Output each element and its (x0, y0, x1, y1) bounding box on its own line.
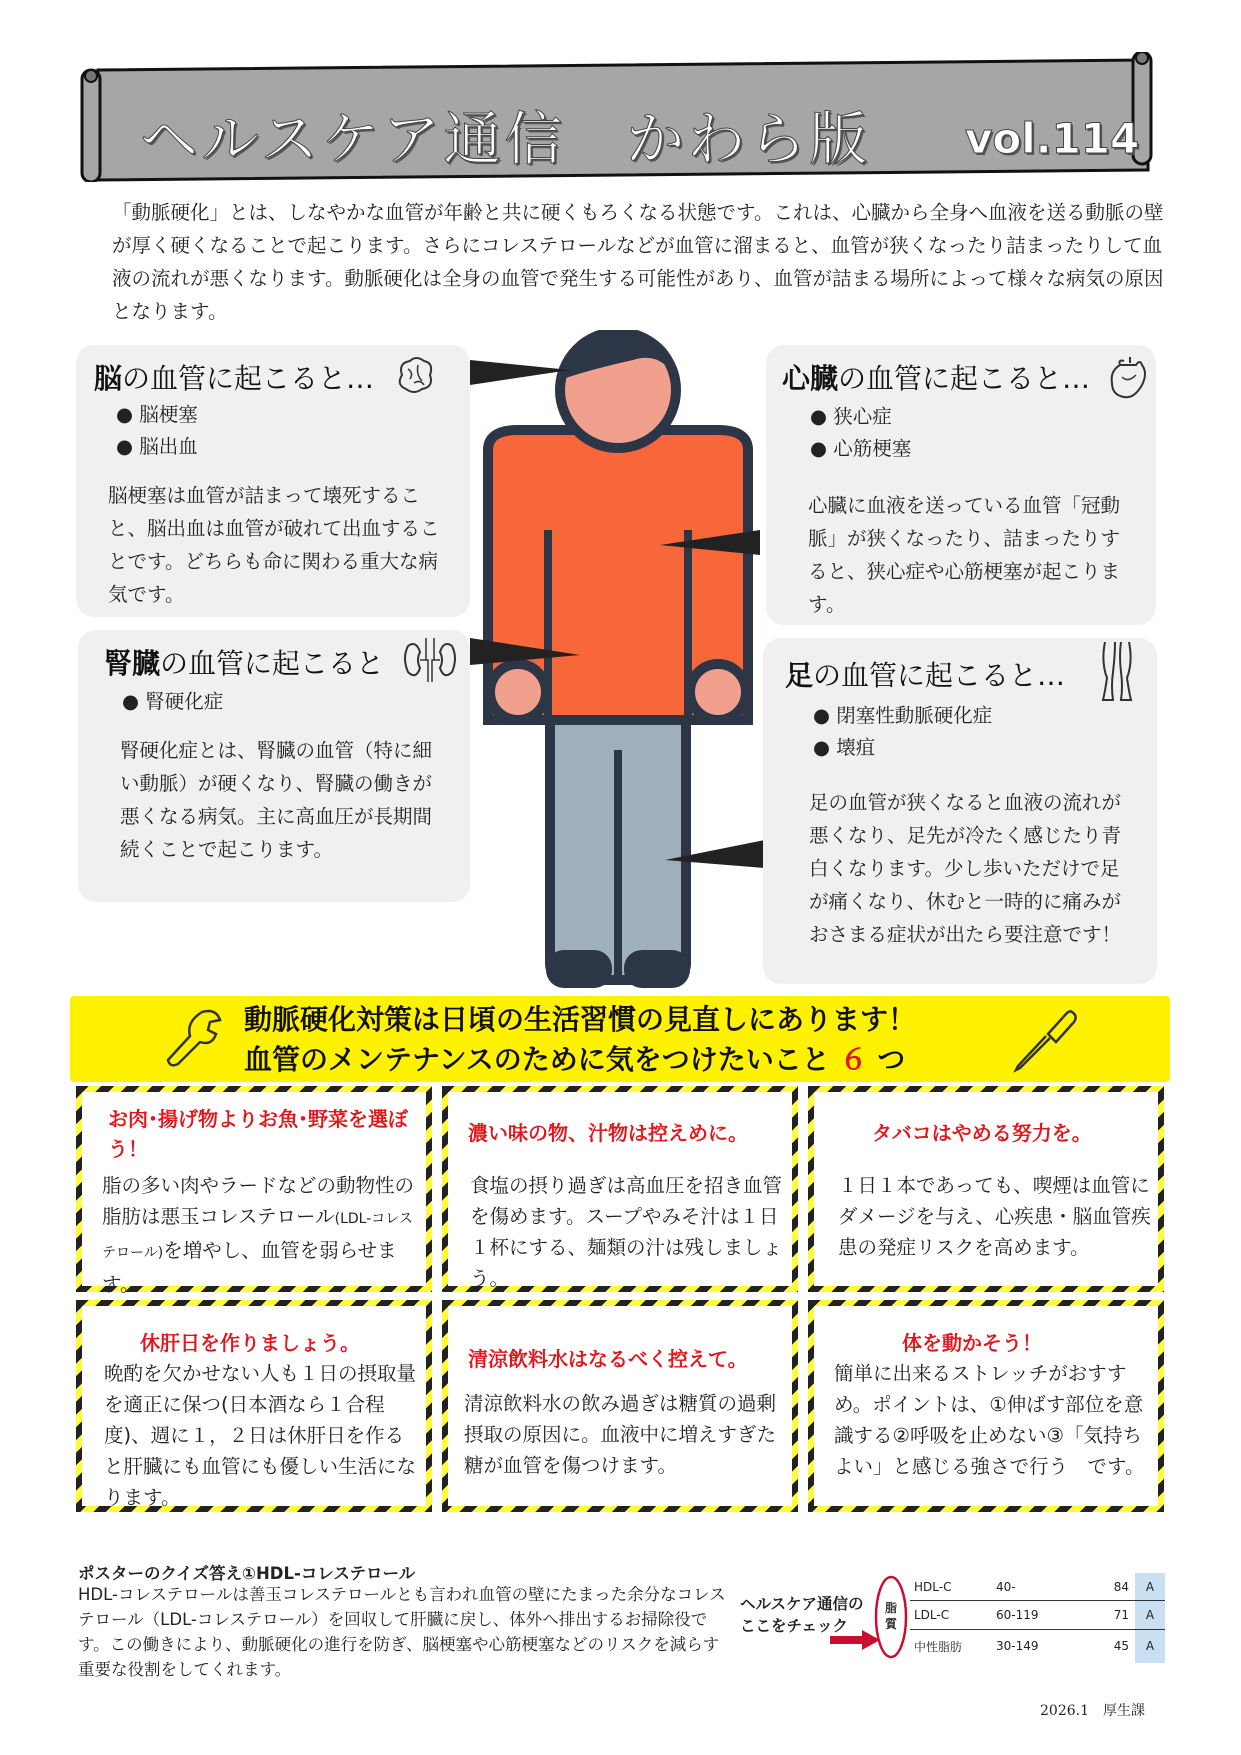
tip-2-body: 食塩の摂り過ぎは高血圧を招き血管を傷めます。スープやみそ汁は１日１杯にする、麺類の汁は残しましょう。 (470, 1174, 783, 1290)
leg-item-2: ● 壊疽 (813, 736, 876, 759)
kidney-description: 腎硬化症とは、腎臓の血管（特に細い動脈）が硬くなり、腎臓の働きが悪くなる病気。主に高血圧が長期間続くことで起こります。 (120, 739, 433, 861)
tip-card-1 (76, 1086, 432, 1296)
tip-6-body: 簡単に出来るストレッチがおすすめ。ポイントは、①伸ばす部位を意識する②呼吸を止めない③「気持ちよい」と感じる強さで行う です。 (834, 1362, 1145, 1478)
tip-3-body: １日１本であっても、喫煙は血管にダメージを与え、心疾患・脳血管疾患の発症リスクを高めます。 (838, 1174, 1151, 1259)
tip-1-title: お肉･揚げ物よりお魚･野菜を選ぼう！ (108, 1107, 408, 1161)
wrench-icon (162, 1006, 226, 1070)
tip-card-5 (442, 1300, 798, 1512)
leg-description: 足の血管が狭くなると血液の流れが悪くなり、足先が冷たく感じたり青白くなります。少し歩いただけで足が痛くなり、休むと一時的に痛みがおさまる症状が出たら要注意です！ (809, 791, 1122, 946)
brain-icon (394, 355, 436, 395)
tip-5-title: 清涼飲料水はなるべく控えて。 (468, 1347, 748, 1371)
tip-1-body: 脂の多い肉やラードなどの動物性の脂肪は悪玉コレステロール(LDL-コレステロール)を増やし、血管を弱らせます。 (102, 1174, 415, 1296)
brain-section (76, 345, 470, 617)
measures-banner (70, 996, 1170, 1082)
leg-item-1: ● 閉塞性動脈硬化症 (813, 704, 993, 727)
row-name: LDL-C (914, 1608, 950, 1623)
tip-5-body: 清涼飲料水の飲み過ぎは糖質の過剰摂取の原因に。血液中に増えすぎた糖が血管を傷つけます。 (464, 1392, 777, 1477)
tip-6-title: 体を動かそう！ (902, 1331, 1042, 1355)
legs-icon (1099, 642, 1135, 704)
tip-2-title: 濃い味の物、汁物は控えめに。 (468, 1121, 748, 1145)
tip-card-3 (808, 1086, 1164, 1292)
check-label: ヘルスケア通信の ここをチェック (740, 1595, 864, 1635)
leg-organ: 足 (785, 659, 814, 692)
kidney-heading (104, 642, 384, 682)
row-value: 71 (1113, 1608, 1129, 1623)
row-name: 中性脂肪 (914, 1639, 963, 1654)
table-row (910, 1601, 1165, 1630)
leg-heading-rest: の血管に起こると… (813, 659, 1066, 692)
row-value: 84 (1113, 1579, 1129, 1594)
six-count: ６ (839, 1043, 868, 1076)
row-range: 60-119 (996, 1608, 1039, 1623)
row-range: 30-149 (996, 1639, 1039, 1654)
intro-paragraph: 「動脈硬化」とは、しなやかな血管が年齢と共に硬くもろくなる状態です。これは、心臓から全身へ血液を送る動脈の壁が厚く硬くなることで起こります。さらにコレステロールなどが血管に溜まると、血管が狭くなったり詰まったりして血液の流れが悪くなります。動脈硬化は全身の血管で発生する可能性があり、血管が詰まる場所によって様々な病気の原因となります。 (112, 201, 1164, 323)
table-row (910, 1573, 1165, 1601)
table-row (910, 1629, 1165, 1663)
heart-item-1: ● 狭心症 (810, 405, 892, 428)
row-grade: A (1135, 1573, 1165, 1601)
row-grade: A (1135, 1601, 1165, 1630)
kidney-item-1: ● 腎硬化症 (122, 690, 224, 713)
heart-heading-rest: の血管に起こると… (838, 362, 1091, 395)
tip-3-title: タバコはやめる努力を。 (872, 1121, 1092, 1145)
tip-4-body: 晩酌を欠かせない人も１日の摂取量を適正に保つ(日本酒なら１合程度)、週に１，２日は休肝日を作ると肝臓にも血管にも優しい生活になります。 (104, 1362, 417, 1509)
tip-1-small: (LDL-コレステロール) (102, 1211, 413, 1261)
banner-line-1: 動脈硬化対策は日頃の生活習慣の見直しにあります！ (244, 1003, 917, 1036)
heart-item-2: ● 心筋梗塞 (810, 437, 912, 460)
heart-icon (1108, 357, 1148, 401)
heart-heading (782, 357, 1090, 397)
newsletter-title: ヘルスケア通信 かわら版 (140, 105, 871, 173)
quiz-answer: HDL-コレステロールは善玉コレステロールとも言われ血管の壁にたまった余分なコレステロール（LDL-コレステロール）を回収して肝臓に戻し、体外へ排出するお掃除役です。この働きにより、動脈硬化の進行を防ぎ、脳梗塞や心筋梗塞などのリスクを減らす重要な役割をしてくれます。 (78, 1585, 726, 1679)
brain-organ: 脳 (94, 362, 123, 395)
brain-heading-rest: の血管に起こると… (122, 362, 375, 395)
kidney-section (78, 630, 470, 902)
tip-4-title: 休肝日を作りましょう。 (140, 1331, 360, 1355)
brain-item-2: ● 脳出血 (116, 435, 198, 458)
tip-card-6 (808, 1300, 1164, 1512)
quiz-heading: ポスターのクイズ答え①HDL-コレステロール (78, 1564, 416, 1583)
volume-number: vol.114 (965, 114, 1140, 163)
tip-card-2 (442, 1086, 798, 1292)
row-grade: A (1135, 1629, 1165, 1663)
leg-section (763, 638, 1157, 984)
heart-section (766, 345, 1156, 625)
footer-date-dept: 2026.1 厚生課 (1040, 1703, 1145, 1719)
banner-line-2: 血管のメンテナンスのために気をつけたいこと ６ つ (244, 1043, 906, 1076)
heart-organ: 心臓 (782, 362, 839, 395)
brain-heading (94, 357, 374, 397)
row-range: 40- (996, 1579, 1016, 1594)
kidney-icon (402, 638, 458, 682)
tip-card-4 (76, 1300, 432, 1512)
heart-description: 心臓に血液を送っている血管「冠動脈」が狭くなったり、詰まったりすると、狭心症や心筋梗塞が起こります。 (808, 494, 1121, 616)
kidney-organ: 腎臓 (104, 647, 161, 680)
leg-heading (785, 654, 1065, 694)
row-name: HDL-C (914, 1579, 952, 1594)
checkup-table (910, 1573, 1165, 1663)
lipid-category: 脂質 (884, 1601, 897, 1631)
brain-description: 脳梗塞は血管が詰まって壊死すること、脳出血は血管が破れて出血することです。どちらも命に関わる重大な病気です。 (108, 484, 440, 606)
brain-item-1: ● 脳梗塞 (116, 403, 198, 426)
row-value: 45 (1113, 1639, 1129, 1654)
kidney-heading-rest: の血管に起こると (160, 647, 385, 680)
screwdriver-icon (1010, 1006, 1080, 1076)
